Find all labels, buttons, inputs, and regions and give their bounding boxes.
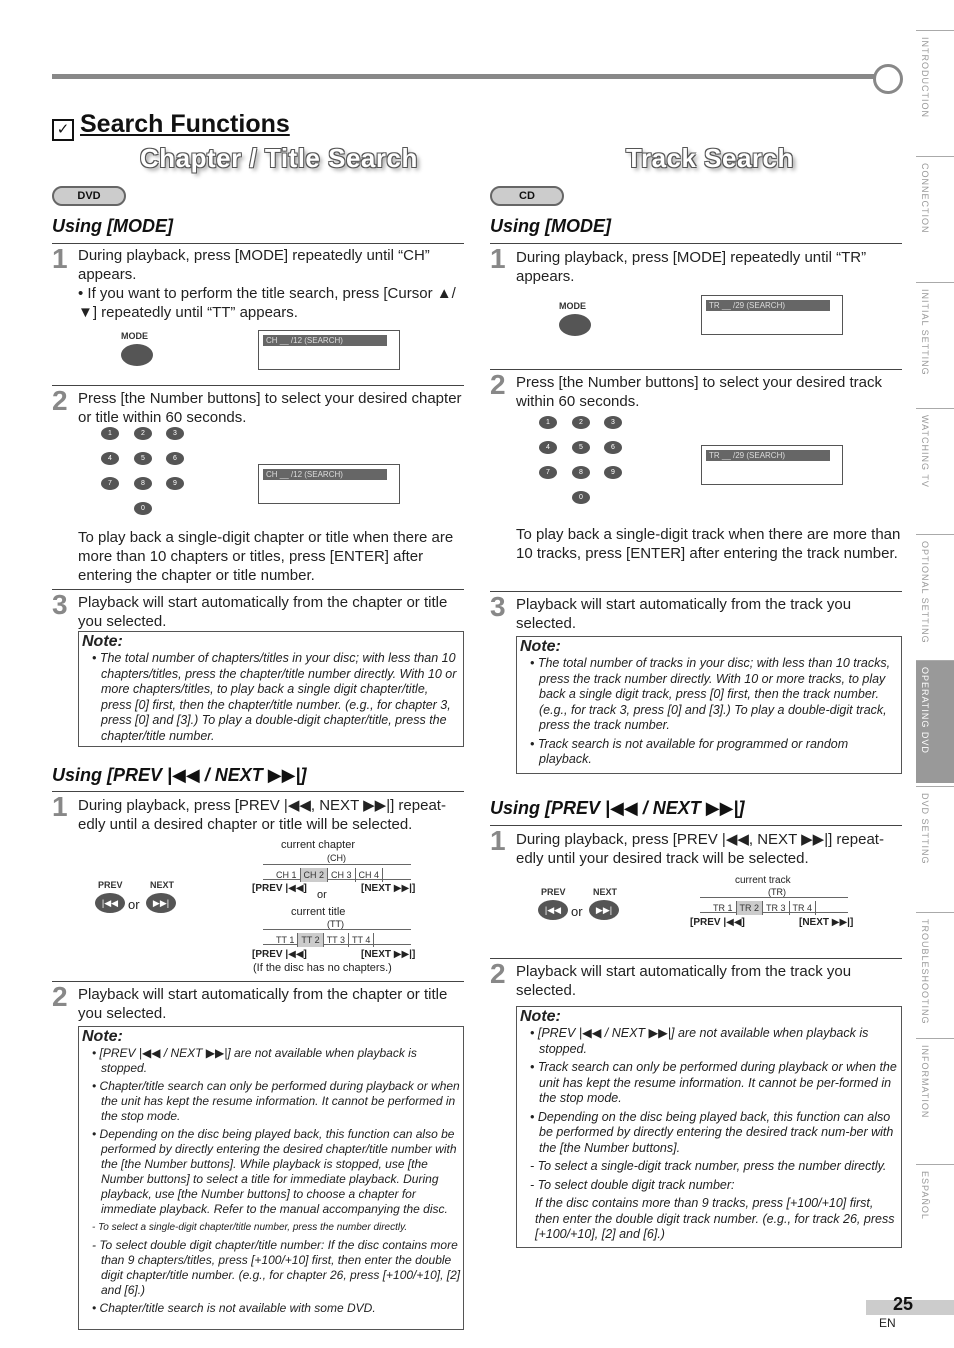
divider: [52, 385, 464, 386]
step-number: 3: [52, 589, 68, 620]
search-screen: [701, 445, 843, 485]
number-button-2[interactable]: 2: [134, 427, 152, 440]
right-step3-text: Playback will start automatically from the track you selected.: [516, 596, 852, 632]
track-cell: TR 1: [710, 901, 737, 915]
cd-badge: CD: [490, 186, 564, 206]
step-number: 2: [52, 981, 68, 1012]
mode-label: MODE: [559, 301, 586, 311]
mode-button[interactable]: [559, 314, 591, 336]
tab-label: OPTIONAL SETTING: [920, 541, 930, 644]
tab-optional-setting[interactable]: [916, 534, 954, 661]
tab-operating-dvd[interactable]: [916, 660, 954, 783]
no-chapters-caption: (If the disc has no chapters.): [253, 962, 392, 974]
note-item: • The total number of tracks in your disc; with less than 10 tracks, press the track number directly. With 10 or more tracks, to play back a single digit track, press [0] first, then the track number. (e.g., for track 3, press [0] and [3].) To play a double-digit track, press the track number.: [530, 656, 891, 732]
track-strip: [700, 897, 848, 913]
or-text: or: [571, 904, 583, 919]
note-item: - To select a single-digit track number, press the number directly.: [530, 1159, 887, 1173]
title-cell-current: TT 2: [298, 933, 323, 947]
prev-icon: |◀◀: [101, 898, 119, 908]
screen-bar: CH __ /12 (SEARCH): [263, 469, 387, 480]
language-code: EN: [879, 1316, 896, 1330]
title-cell: TT 4: [349, 933, 374, 947]
number-button-0[interactable]: 0: [134, 502, 152, 515]
number-button-7[interactable]: 7: [539, 466, 557, 479]
step-number: 1: [52, 791, 68, 822]
section-title-text: Search Functions: [80, 110, 290, 138]
step-number: 2: [52, 385, 68, 416]
or-text: or: [317, 889, 327, 901]
checkbox-icon: ✓: [52, 119, 74, 141]
next-icon: ▶▶|: [152, 898, 170, 908]
right-step1-text: During playback, press [MODE] repeatedly until “TR” appears.: [516, 249, 867, 285]
chapter-strip: [263, 864, 411, 880]
current-title-label: current title: [291, 906, 346, 918]
divider: [490, 958, 902, 959]
note-item: • [PREV |◀◀ / NEXT ▶▶|] are not available when playback is stopped.: [92, 1046, 417, 1075]
number-button-8[interactable]: 8: [572, 466, 590, 479]
prev-button[interactable]: [95, 893, 125, 913]
note-item: - To select double digit chapter/title number: If the disc contains more than 9 chapters/titles, press [+100/+10] first, then enter the double digit chapter/title number. (e.g., for chapter 26, press [+100/+10], [2] and [6].): [92, 1238, 461, 1297]
ch-tag: (CH): [327, 853, 346, 863]
tab-label: WATCHING TV: [920, 415, 930, 488]
left-subhead: Chapter / Title Search: [140, 143, 418, 173]
note-item: • Chapter/title search is not available with some DVD.: [92, 1301, 376, 1315]
number-button-9[interactable]: 9: [604, 466, 622, 479]
note-body: [529, 656, 899, 768]
or-text: or: [128, 897, 140, 912]
mode-label: MODE: [121, 331, 148, 341]
number-button-4[interactable]: 4: [539, 441, 557, 454]
tab-dvd-setting[interactable]: [916, 786, 954, 913]
note-item: • Track search can only be performed during playback or when the unit has kept the resume information. It cannot be per-formed in the stop mode.: [530, 1060, 897, 1105]
tab-label: INITIAL SETTING: [920, 289, 930, 376]
note-body: [91, 1046, 461, 1316]
number-button-8[interactable]: 8: [134, 477, 152, 490]
track-cell-current: TR 2: [737, 901, 764, 915]
tab-label: ESPAÑOL: [920, 1171, 930, 1220]
next-caption: [NEXT ▶▶|]: [799, 917, 854, 928]
divider: [490, 243, 902, 244]
left-using-mode: Using [MODE]: [52, 216, 173, 236]
tab-label: DVD SETTING: [920, 793, 930, 865]
right-note-box: [516, 636, 902, 774]
note-item: • [PREV |◀◀ / NEXT ▶▶|] are not available when playback is stopped.: [530, 1026, 869, 1056]
tab-watching-tv[interactable]: [916, 408, 954, 535]
number-button-6[interactable]: 6: [604, 441, 622, 454]
number-button-3[interactable]: 3: [166, 427, 184, 440]
tab-label: INFORMATION: [920, 1045, 930, 1119]
current-track-label: current track: [735, 875, 791, 886]
screen-bar: TR __ /29 (SEARCH): [706, 450, 830, 461]
number-button-2[interactable]: 2: [572, 416, 590, 429]
track-cell: TR 3: [763, 901, 790, 915]
chapter-cell: CH 3: [328, 868, 356, 882]
left-step1-text: During playback, press [MODE] repeatedly until “CH” appears.: [78, 247, 430, 283]
tab-introduction[interactable]: [916, 30, 954, 157]
step-number: 2: [490, 958, 506, 989]
tt-tag: (TT): [327, 919, 344, 929]
note-heading: Note:: [82, 1028, 123, 1045]
note-item: • Chapter/title search can only be performed during playback or when the unit has kept the resume information. It cannot be performed in the stop mode.: [92, 1079, 460, 1123]
step-number: 2: [490, 369, 506, 400]
screen-bar: TR __ /29 (SEARCH): [706, 300, 830, 311]
next-button[interactable]: [146, 893, 176, 913]
prev-label: PREV: [98, 880, 123, 890]
step-number: 1: [490, 825, 506, 856]
header-rule: [52, 74, 882, 79]
track-cell: TR 4: [790, 901, 817, 915]
note-heading: Note:: [520, 1008, 561, 1025]
left-step2-text: Press [the Number buttons] to select your desired chapter or title within 60 seconds.: [78, 390, 462, 426]
step-number: 1: [490, 243, 506, 274]
chapter-cell: CH 4: [356, 868, 384, 882]
title-cell: TT 3: [324, 933, 349, 947]
tab-label: CONNECTION: [920, 163, 930, 234]
tab-initial-setting[interactable]: [916, 282, 954, 409]
prev-button[interactable]: [538, 900, 568, 920]
note-heading: Note:: [82, 633, 123, 650]
note-item: • Depending on the disc being played back, this function can also be performed by directly entering the desired track num-ber with the [the Number buttons].: [530, 1109, 894, 1155]
page-number: 25: [893, 1294, 914, 1314]
divider: [52, 589, 464, 590]
divider: [490, 825, 902, 826]
divider: [490, 591, 902, 592]
prev-caption: [PREV |◀◀]: [690, 917, 745, 928]
left-step1-subtext: • If you want to perform the title search, press [Cursor ▲/ ▼] repeatedly until “TT” appears.: [78, 285, 456, 321]
next-button[interactable]: [589, 900, 619, 920]
right-prev-step2-text: Playback will start automatically from the track you selected.: [516, 963, 852, 999]
divider: [52, 791, 464, 792]
mode-button[interactable]: [121, 344, 153, 366]
note-item: - To select double digit track number:: [530, 1177, 735, 1192]
note-item: - To select a single-digit chapter/title number, press the number directly.: [92, 1222, 408, 1233]
search-screen: [258, 330, 400, 370]
number-button-6[interactable]: 6: [166, 452, 184, 465]
step-number: 1: [52, 243, 68, 274]
right-step2-text: Press [the Number buttons] to select your desired track within 60 seconds.: [516, 374, 882, 410]
right-single-digit-text: To play back a single-digit track when there are more than 10 tracks, press [ENTER] after entering the track number.: [516, 526, 901, 562]
right-using-mode: Using [MODE]: [490, 216, 611, 236]
tab-information[interactable]: [916, 1038, 954, 1165]
tab-label: OPERATING DVD: [920, 667, 930, 754]
left-prev-step1-text: During playback, press [PREV |◀◀, NEXT ▶▶|] repeat-edly until a desired chapter or title will be selected.: [78, 797, 446, 833]
prev-label: PREV: [541, 887, 566, 897]
dvd-badge: DVD: [52, 186, 126, 206]
divider: [52, 243, 464, 244]
right-subhead: Track Search: [626, 143, 794, 173]
number-button-5[interactable]: 5: [572, 441, 590, 454]
number-button-0[interactable]: 0: [572, 491, 590, 504]
current-chapter-label: current chapter: [281, 839, 355, 851]
divider: [52, 981, 464, 982]
prev-icon: |◀◀: [544, 905, 562, 915]
number-button-5[interactable]: 5: [134, 452, 152, 465]
number-button-9[interactable]: 9: [166, 477, 184, 490]
title-cell: TT 1: [273, 933, 298, 947]
header-circle: [873, 64, 903, 94]
search-screen: [701, 295, 843, 335]
number-button-3[interactable]: 3: [604, 416, 622, 429]
note-item: • Depending on the disc being played back, this function can also be performed by directly entering the desired chapter/title number with the [the Number buttons]. While playback is stopped, use [the Number buttons] to select a title for immediate playback. During playback, use [the Number buttons] to choose a chapter for immediate playback. Refer to the manual accompanying the disc.: [92, 1127, 457, 1216]
left-note-box: [78, 631, 464, 747]
number-button-4[interactable]: 4: [101, 452, 119, 465]
note-heading: Note:: [520, 638, 561, 655]
screen-bar: CH __ /12 (SEARCH): [263, 335, 387, 346]
next-label: NEXT: [150, 880, 175, 890]
next-caption: [NEXT ▶▶|]: [361, 883, 416, 894]
note-body: [91, 651, 461, 744]
chapter-cell: CH 1: [273, 868, 301, 882]
note-item: • The total number of chapters/titles in your disc; with less than 10 chapters/titles, press the chapter/title number directly. With 10 or more chapters/titles, to play back a single digit chapter/title, press [0] first, then the chapter/title number. (e.g., for chapter 3, press [0] and [3].) To play a double-digit chapter/title, press the chapter/title number.: [92, 651, 457, 743]
tab-label: INTRODUCTION: [920, 37, 930, 118]
left-prev-step2-text: Playback will start automatically from the chapter or title you selected.: [78, 986, 448, 1022]
tab-espanol[interactable]: [916, 1164, 954, 1291]
tr-tag: (TR): [768, 887, 786, 897]
note-body: [529, 1026, 899, 1243]
number-button-1[interactable]: 1: [101, 427, 119, 440]
left-step3-text: Playback will start automatically from the chapter or title you selected.: [78, 594, 448, 630]
prev-caption: [PREV |◀◀]: [252, 883, 307, 894]
right-using-prev-next: Using [PREV |◀◀ / NEXT ▶▶|]: [490, 798, 745, 818]
left-single-digit-text: To play back a single-digit chapter or title when there are more than 10 chapters or titles, press [ENTER] after entering the chapter or title number.: [78, 529, 454, 584]
right-note2-box: [516, 1006, 902, 1248]
search-screen: [258, 464, 400, 504]
left-note2-box: [78, 1026, 464, 1330]
divider: [490, 369, 902, 370]
note-item: If the disc contains more than 9 tracks, press [+100/+10] first, then enter the double digit track number. (e.g., for track 26, press [+100/+10], [2] and [6].): [535, 1196, 895, 1241]
next-label: NEXT: [593, 887, 618, 897]
chapter-cell-current: CH 2: [301, 868, 329, 882]
title-strip: [263, 929, 411, 945]
tab-troubleshooting[interactable]: [916, 912, 954, 1039]
note-item: • Track search is not available for programmed or random playback.: [530, 736, 849, 766]
tab-connection[interactable]: [916, 156, 954, 283]
left-using-prev-next: Using [PREV |◀◀ / NEXT ▶▶|]: [52, 765, 307, 785]
next-caption: [NEXT ▶▶|]: [361, 949, 416, 960]
next-icon: ▶▶|: [595, 905, 613, 915]
tab-label: TROUBLESHOOTING: [920, 919, 930, 1025]
section-title: [52, 110, 290, 141]
number-button-7[interactable]: 7: [101, 477, 119, 490]
right-prev-step1-text: During playback, press [PREV |◀◀, NEXT ▶▶|] repeat-edly until your desired track will be selected.: [516, 831, 884, 867]
prev-caption: [PREV |◀◀]: [252, 949, 307, 960]
number-button-1[interactable]: 1: [539, 416, 557, 429]
step-number: 3: [490, 591, 506, 622]
